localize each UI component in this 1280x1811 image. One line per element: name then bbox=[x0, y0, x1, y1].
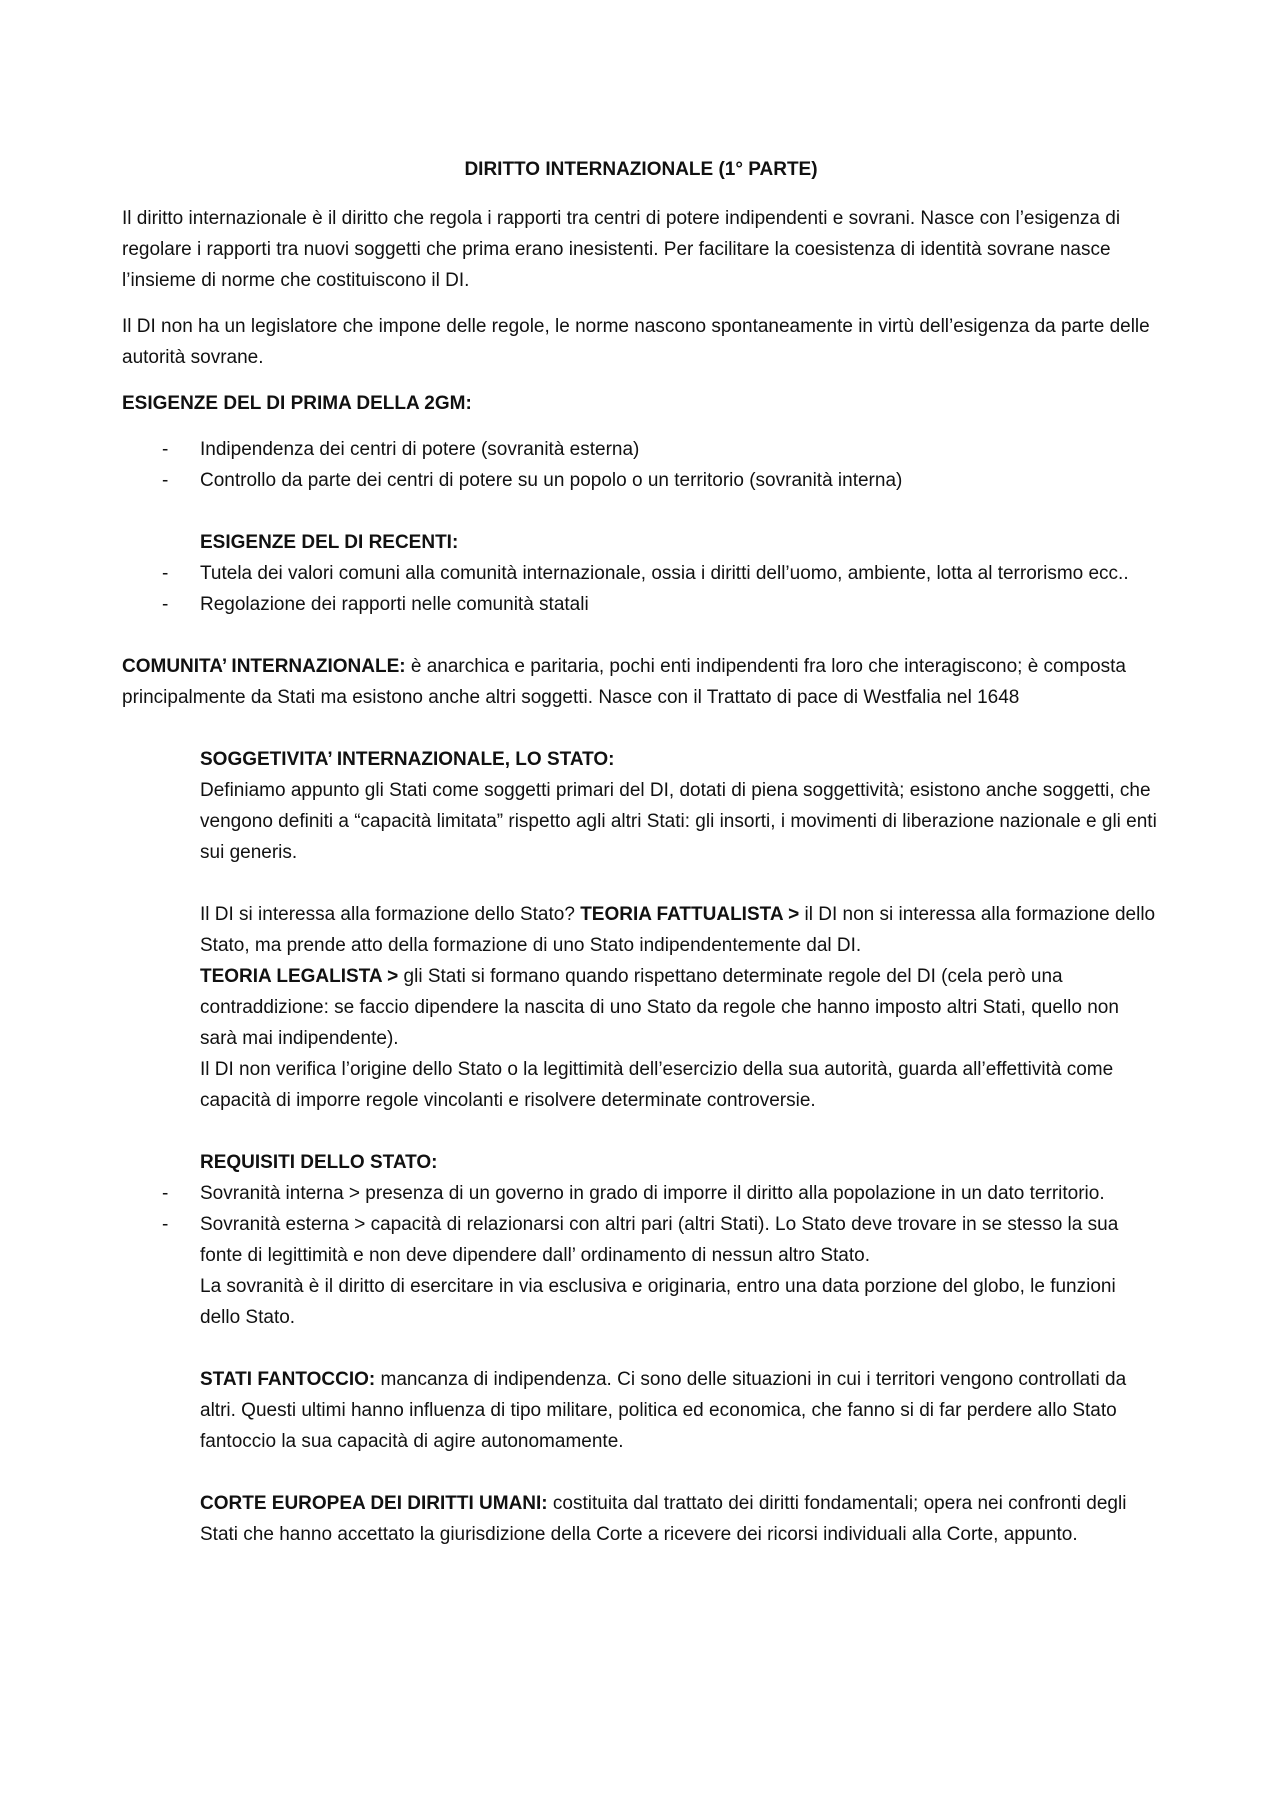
list-item: - Indipendenza dei centri di potere (sovranità esterna) bbox=[122, 434, 1160, 465]
teoria-fattualista-label: TEORIA FATTUALISTA > bbox=[580, 904, 800, 925]
list-requisiti bbox=[122, 1178, 1160, 1271]
heading-comunita: COMUNITA’ INTERNAZIONALE: bbox=[122, 656, 406, 677]
comunita-text: è anarchica e paritaria, pochi enti indipendenti fra loro che interagiscono; è composta principalmente da Stati ma esistono anche altri soggetti. Nasce con il Trattato di pace di Westfalia nel 1648 bbox=[122, 656, 1126, 708]
soggettivita-text: Definiamo appunto gli Stati come soggetti primari del DI, dotati di piena soggettività; esistono anche soggetti, che vengono definiti a “capacità limitata” rispetto agli altri Stati: gli insorti, i movimenti di liberazione nazionale e gli enti sui generis. bbox=[200, 780, 1157, 863]
section-corte bbox=[200, 1488, 1160, 1550]
teoria-legalista-label: TEORIA LEGALISTA > bbox=[200, 966, 399, 987]
heading-requisiti: REQUISITI DELLO STATO: bbox=[200, 1152, 438, 1173]
section-fantoccio bbox=[200, 1364, 1160, 1457]
list-item: - Controllo da parte dei centri di potere su un popolo o un territorio (sovranità interna) bbox=[122, 465, 1160, 496]
list-item: - Regolazione dei rapporti nelle comunità statali bbox=[122, 589, 1160, 620]
document-title: DIRITTO INTERNAZIONALE (1° PARTE) bbox=[464, 159, 818, 180]
corte-text: costituita dal trattato dei diritti fondamentali; opera nei confronti degli Stati che hanno accettato la giurisdizione della Corte a ricevere dei ricorsi individuali alla Corte, appunto. bbox=[200, 1493, 1127, 1545]
heading-esigenze-pre: ESIGENZE DEL DI PRIMA DELLA 2GM: bbox=[122, 393, 472, 414]
teorie-question: Il DI si interessa alla formazione dello Stato? bbox=[200, 904, 581, 925]
intro-paragraph-1: Il diritto internazionale è il diritto che regola i rapporti tra centri di potere indipendenti e sovrani. Nasce con l’esigenza di regolare i rapporti tra nuovi soggetti che prima erano inesistenti. Per facilitare la coesistenza di identità sovrane nasce l’insieme di norme che costituiscono il DI. bbox=[122, 208, 1121, 291]
heading-fantoccio: STATI FANTOCCIO: bbox=[200, 1369, 376, 1390]
intro-paragraph-2: Il DI non ha un legislatore che impone delle regole, le norme nascono spontaneamente in virtù dell’esigenza da parte delle autorità sovrane. bbox=[122, 316, 1150, 368]
section-teorie bbox=[200, 899, 1160, 961]
section-comunita bbox=[122, 651, 1160, 713]
list-item: - Sovranità interna > presenza di un governo in grado di imporre il diritto alla popolazione in un dato territorio. bbox=[122, 1178, 1160, 1209]
teoria-legalista-text: gli Stati si formano quando rispettano determinate regole del DI (cela però una contraddizione: se faccio dipendere la nascita di uno Stato da regole che hanno imposto altri Stati, quello non sarà mai indipendente). bbox=[200, 966, 1119, 1049]
list-item: - Tutela dei valori comuni alla comunità internazionale, ossia i diritti dell’uomo, ambiente, lotta al terrorismo ecc.. bbox=[122, 558, 1160, 589]
list-esigenze-pre bbox=[122, 434, 1160, 496]
section-legalista bbox=[200, 961, 1160, 1054]
teorie-conclusion: Il DI non verifica l’origine dello Stato o la legittimità dell’esercizio della sua autorità, guarda all’effettività come capacità di imporre regole vincolanti e risolvere determinate controversie. bbox=[200, 1059, 1114, 1111]
heading-corte: CORTE EUROPEA DEI DIRITTI UMANI: bbox=[200, 1493, 548, 1514]
list-item: - Sovranità esterna > capacità di relazionarsi con altri pari (altri Stati). Lo Stato deve trovare in se stesso la sua fonte di legittimità e non deve dipendere dall’ ordinamento di nessun altro Stato. bbox=[122, 1209, 1160, 1271]
requisiti-note: La sovranità è il diritto di esercitare in via esclusiva e originaria, entro una data porzione del globo, le funzioni dello Stato. bbox=[200, 1276, 1116, 1328]
teoria-fattualista-text: il DI non si interessa alla formazione dello Stato, ma prende atto della formazione di uno Stato indipendentemente dal DI. bbox=[200, 904, 1156, 956]
list-esigenze-recenti bbox=[122, 558, 1160, 620]
fantoccio-text: mancanza di indipendenza. Ci sono delle situazioni in cui i territori vengono controllati da altri. Questi ultimi hanno influenza di tipo militare, politica ed economica, che fanno si di far perdere allo Stato fantoccio la sua capacità di agire autonomamente. bbox=[200, 1369, 1127, 1452]
heading-esigenze-recenti: ESIGENZE DEL DI RECENTI: bbox=[200, 532, 459, 553]
heading-soggettivita: SOGGETIVITA’ INTERNAZIONALE, LO STATO: bbox=[200, 749, 615, 770]
